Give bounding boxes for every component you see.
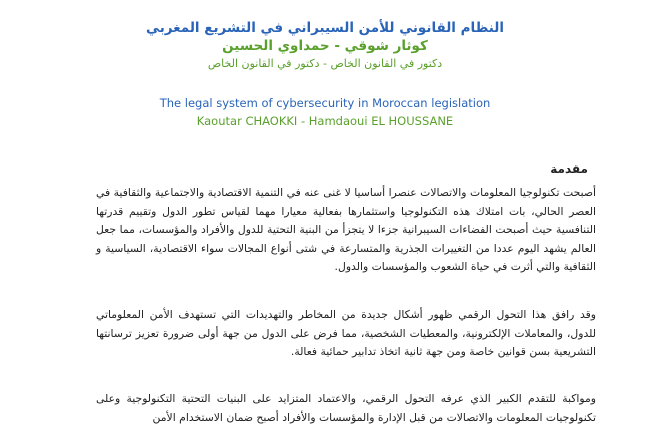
section-heading: مقدمة <box>550 162 588 176</box>
english-authors: Kaoutar CHAOKKI - Hamdaoui EL HOUSSANE <box>196 114 454 128</box>
paragraph-3: ومواكبة للتقدم الكبير الذي عرفه التحول الرقمي، والاعتماد المتزايد على البنيات التحتية التكنولوجية وعلى تكنولوجيات المعلومات والاتصالات من قبل الإدارة والمؤسسات والأفراد أصبح ضمان الاستخدام الأمن <box>96 392 596 424</box>
arabic-authors: كوثار شوقي - حمداوي الحسين <box>222 38 428 54</box>
paragraph-2: وقد رافق هذا التحول الرقمي ظهور أشكال جديدة من المخاطر والتهديدات التي تستهدف الأمن المعلوماتي للدول، والمعاملات الإلكترونية، والمعطيات الشخصية، مما فرض على الدول من جهة أولى ضرورة تعزيز ترسانتها التشريعية بسن قوانين خاصة ومن جهة ثانية اتخاذ تدابير حمائية فعالة. <box>96 308 596 359</box>
arabic-title: النظام القانوني للأمن السيبراني في التشريع المغربي <box>146 20 504 36</box>
arabic-degrees: دكتور في القانون الخاص - دكتور في القانون الخاص <box>207 57 443 70</box>
paragraph-1: أصبحت تكنولوجيا المعلومات والاتصالات عنصرا أساسيا لا غنى عنه في التنمية الاقتصادية والاجتماعية والثقافية في العصر الحالي، بات امتلاك هذه التكنولوجيا واستثمارها بفعالية معيارا مهما لقياس تطور الدول وتقييم قدرتها التنافسية حيث أصبحت الفضاءات السيبرانية جزءا لا يتجزأ من البنية التحتية للدول والأفراد والمؤسسات، مما جعل العالم يشهد اليوم عددا من التغييرات الجذرية والمتسارعة في شتى أنواع المجالات سواء الاقتصادية، السياسية و الثقافية والتي أثرت في حياة الشعوب والمؤسسات والدول. <box>96 186 596 274</box>
english-title: The legal system of cybersecurity in Moroccan legislation <box>159 96 491 110</box>
